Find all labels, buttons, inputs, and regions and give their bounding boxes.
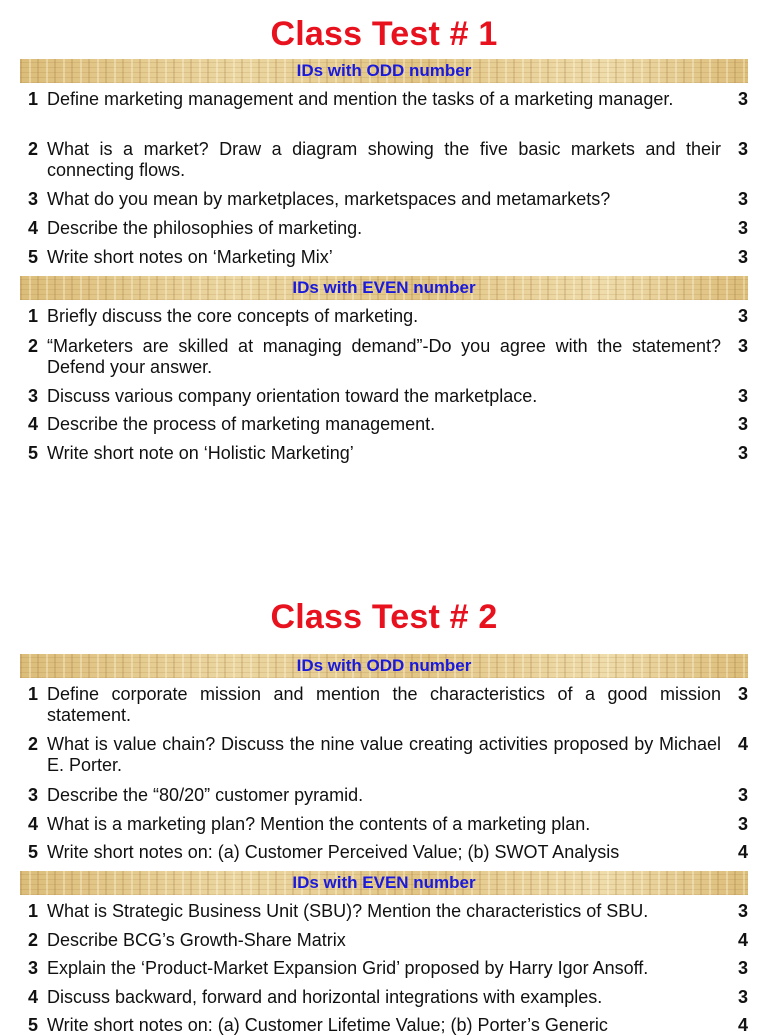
question-number: 1 [27,89,38,109]
test2-odd-heading: IDs with ODD number [20,654,748,678]
question-number: 1 [27,306,38,326]
question-text: Write short notes on: (a) Customer Lifetime Value; (b) Porter’s Generic [47,1015,608,1035]
question-number: 3 [27,386,38,406]
question-marks: 3 [737,189,748,209]
class-test-1-title: Class Test # 1 [270,15,498,53]
question-marks: 3 [737,218,748,238]
question-text: Describe the “80/20” customer pyramid. [47,785,364,805]
question-marks: 4 [737,1015,748,1035]
question-marks: 3 [737,814,748,834]
test1-odd-heading: IDs with ODD number [20,59,748,83]
question-text: Define corporate mission and mention the characteristics of a good mission statement. [47,684,721,725]
class-test-2-title: Class Test # 2 [270,598,498,636]
test1-even-heading: IDs with EVEN number [20,276,748,300]
question-number: 3 [27,785,38,805]
question-text: Describe the philosophies of marketing. [47,218,363,238]
question-text: Define marketing management and mention the tasks of a marketing manager. [47,89,674,109]
question-number: 2 [27,336,38,356]
question-number: 5 [27,443,38,463]
question-number: 3 [27,189,38,209]
question-number: 4 [27,414,38,434]
question-text: Describe the process of marketing management. [47,414,436,434]
question-marks: 3 [737,785,748,805]
question-text: Discuss various company orientation toward the marketplace. [47,386,538,406]
question-text: Explain the ‘Product-Market Expansion Grid’ proposed by Harry Igor Ansoff. [47,958,649,978]
question-number: 4 [27,987,38,1007]
question-marks: 3 [737,958,748,978]
question-number: 4 [27,814,38,834]
question-marks: 3 [737,336,748,356]
question-marks: 3 [737,247,748,267]
question-marks: 3 [737,414,748,434]
question-marks: 3 [737,139,748,159]
question-text: What is Strategic Business Unit (SBU)? Mention the characteristics of SBU. [47,901,649,921]
question-marks: 3 [737,89,748,109]
question-text: Briefly discuss the core concepts of marketing. [47,306,419,326]
question-text: Write short notes on ‘Marketing Mix’ [47,247,333,267]
question-text: What is a marketing plan? Mention the contents of a marketing plan. [47,814,591,834]
question-number: 5 [27,1015,38,1035]
question-text: Write short note on ‘Holistic Marketing’ [47,443,354,463]
question-marks: 3 [737,306,748,326]
question-number: 5 [27,247,38,267]
question-text: What do you mean by marketplaces, marketspaces and metamarkets? [47,189,611,209]
question-marks: 3 [737,901,748,921]
test2-even-heading: IDs with EVEN number [20,871,748,895]
question-text: Describe BCG’s Growth-Share Matrix [47,930,346,950]
question-number: 5 [27,842,38,862]
question-marks: 3 [737,987,748,1007]
question-number: 2 [27,139,38,159]
question-number: 1 [27,901,38,921]
question-marks: 3 [737,386,748,406]
question-text: “Marketers are skilled at managing demand”-Do you agree with the statement? Defend your answer. [47,336,721,377]
question-number: 4 [27,218,38,238]
question-text: What is a market? Draw a diagram showing the five basic markets and their connecting flows. [47,139,721,180]
question-number: 2 [27,930,38,950]
question-marks: 4 [737,842,748,862]
question-text: Write short notes on: (a) Customer Perceived Value; (b) SWOT Analysis [47,842,620,862]
question-marks: 3 [737,684,748,704]
question-text: Discuss backward, forward and horizontal integrations with examples. [47,987,603,1007]
question-marks: 3 [737,443,748,463]
question-number: 3 [27,958,38,978]
question-marks: 4 [737,734,748,754]
question-number: 1 [27,684,38,704]
question-text: What is value chain? Discuss the nine value creating activities proposed by Michael E. Porter. [47,734,721,775]
question-marks: 4 [737,930,748,950]
question-number: 2 [27,734,38,754]
